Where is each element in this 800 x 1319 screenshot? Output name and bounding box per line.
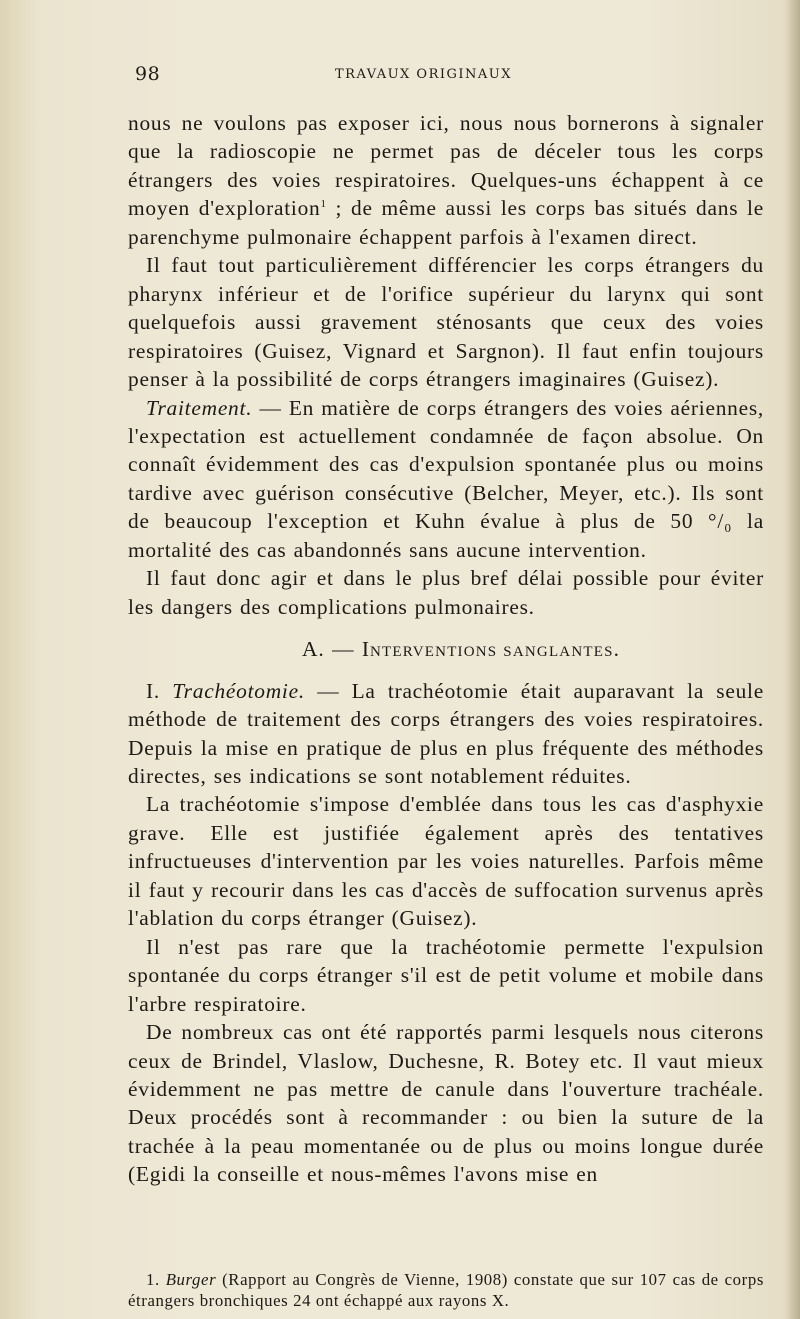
paragraph-1-text: nous ne voulons pas exposer ici, nous nous bornerons à signaler que la radioscopie ne permet pas de déceler tous les corps étrangers des voies respiratoires. Quelques-uns échappent à ce moyen d'exploration bbox=[128, 111, 764, 221]
paragraph-5-title: Trachéotomie. bbox=[172, 678, 305, 703]
paragraph-3-text: — En matière de corps étrangers des voies aériennes, l'expectation est actuellement condamnée de façon absolue. On connaît évidemment des cas d'expulsion spontanée plus ou moins tardive avec guérison consécutive (Belcher, Meyer, etc.). Ils sont de beaucoup l'exception et Kuhn évalue à plus de 50 °/₀ la mortalité des cas abandonnés sans aucune intervention. bbox=[128, 395, 764, 562]
paragraph-5-number: I. bbox=[146, 678, 173, 703]
section-heading-end: . bbox=[613, 637, 620, 662]
section-heading-rest: NTERVENTIONS SANGLANTES bbox=[370, 644, 614, 661]
paragraph-1-text-continued: ; de même aussi les corps bas situés dans le parenchyme pulmonaire échappent parfois à l'examen direct. bbox=[128, 196, 764, 249]
paragraph-8: De nombreux cas ont été rapportés parmi lesquels nous citerons ceux de Brindel, Vlaslow, Duchesne, R. Botey etc. Il vaut mieux évidemment ne pas mettre de canule dans l'ouverture trachéale. Deux procédés sont à recommander : ou bien la suture de la trachée à la peau momentanée ou de plus ou moins longue durée (Egidi la conseille et nous-mêmes l'avons mise en bbox=[128, 1020, 764, 1187]
footnote-paragraph bbox=[128, 1270, 764, 1311]
footnote bbox=[128, 1270, 764, 1311]
paragraph-3 bbox=[128, 394, 764, 565]
paragraph-3-title: Traitement. bbox=[146, 395, 253, 420]
paragraph-2: Il faut tout particulièrement différencier les corps étrangers du pharynx inférieur et de l'orifice supérieur du larynx qui sont quelquefois aussi gravement sténosants que ceux des voies respiratoires (Guisez, Vignard et Sargnon). Il faut enfin toujours penser à la possibilité de corps étrangers imaginaires (Guisez). bbox=[128, 253, 764, 392]
paragraph-7: Il n'est pas rare que la trachéotomie permette l'expulsion spontanée du corps étranger s'il est de petit volume et mobile dans l'arbre respiratoire. bbox=[128, 934, 764, 1016]
footnote-author: Burger bbox=[165, 1270, 217, 1289]
paragraph-1 bbox=[128, 109, 764, 251]
body-text bbox=[128, 109, 764, 1189]
page-header bbox=[135, 63, 763, 93]
page-number: 98 bbox=[135, 63, 161, 85]
page-edge-shadow bbox=[786, 0, 800, 1319]
paragraph-6: La trachéotomie s'impose d'emblée dans tous les cas d'asphyxie grave. Elle est justifiée également après des tentatives infructueuses d'intervention par les voies naturelles. Parfois même il faut y recourir dans les cas d'accès de suffocation survenus après l'ablation du corps étranger (Guisez). bbox=[128, 792, 764, 931]
paragraph-4: Il faut donc agir et dans le plus bref délai possible pour éviter les dangers des complications pulmonaires. bbox=[128, 566, 764, 619]
running-title: TRAVAUX ORIGINAUX bbox=[335, 67, 513, 82]
footnote-reference: 1 bbox=[320, 198, 327, 211]
section-heading-prefix: A. — bbox=[301, 637, 362, 662]
paragraph-5-text: — La trachéotomie était auparavant la seule méthode de traitement des corps étrangers des voies respiratoires. Depuis la mise en pratique de plus en plus fréquente des méthodes directes, ses indications se sont notablement réduites. bbox=[128, 678, 764, 788]
footnote-text: (Rapport au Congrès de Vienne, 1908) constate que sur 107 cas de corps étrangers bronchiques 24 ont échappé aux rayons X. bbox=[128, 1270, 764, 1310]
paragraph-5 bbox=[128, 677, 764, 791]
section-heading-initial: I bbox=[361, 637, 370, 662]
section-heading bbox=[128, 635, 764, 666]
footnote-number: 1. bbox=[146, 1270, 166, 1289]
